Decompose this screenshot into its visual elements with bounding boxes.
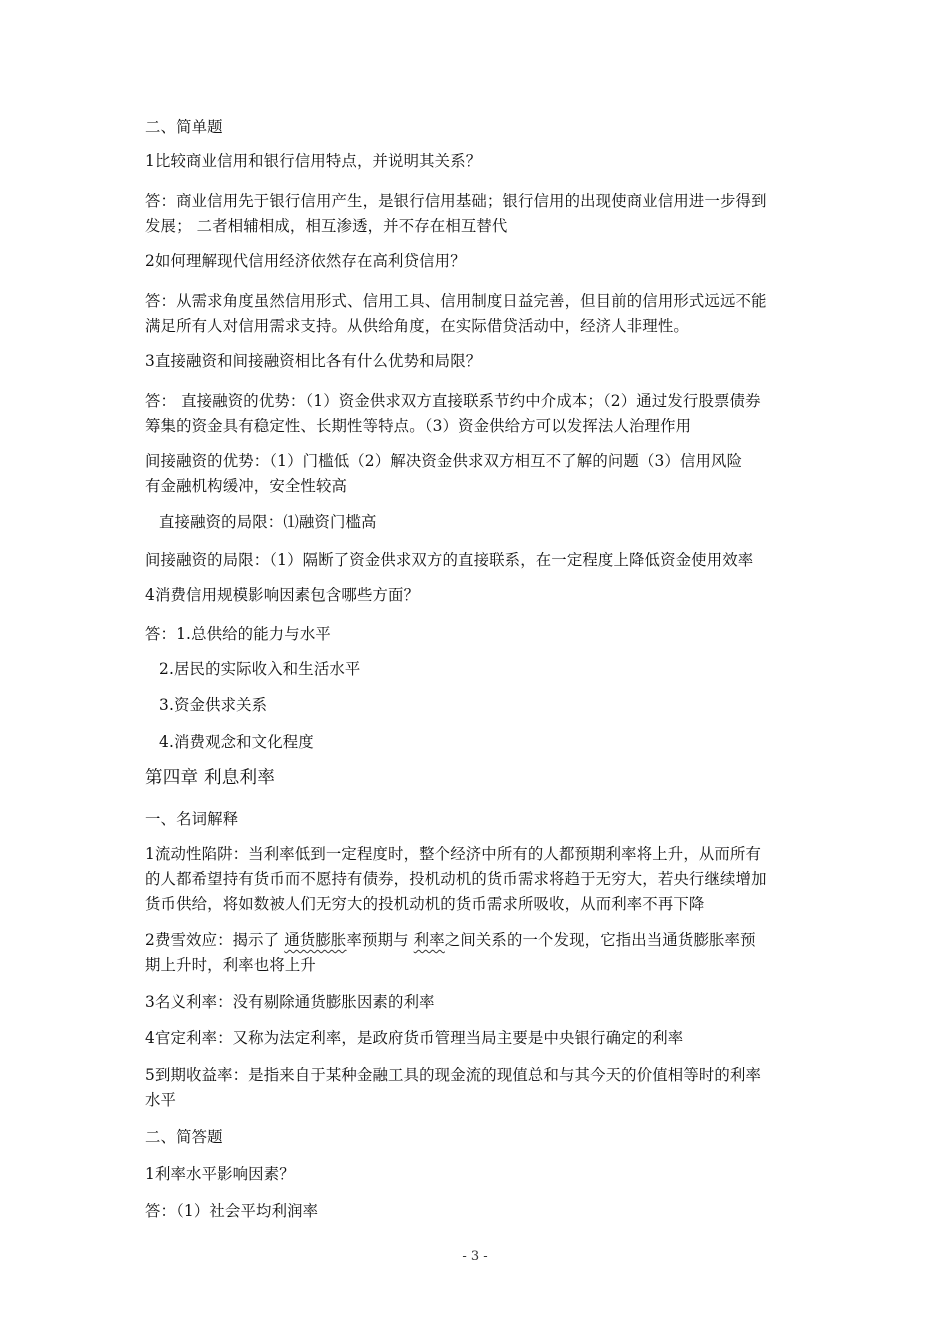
term-2-text-end: 之间关系的一个发现，它指出当通货膨胀率预 [444,931,756,949]
inflation-underlined: 通货膨胀 [284,931,347,949]
term-2-line-1 [145,929,756,951]
answer-2-line-1: 答：从需求角度虽然信用形式、信用工具、信用制度日益完善，但目前的信用形式远远不能 [145,292,767,310]
question-4: 4消费信用规模影响因素包含哪些方面？ [145,586,420,604]
answer-2-line-2: 满足所有人对信用需求支持。从供给角度，在实际借贷活动中，经济人非理性。 [145,317,689,335]
answer-4-line-2: 2.居民的实际收入和生活水平 [159,660,361,678]
section-heading-simple-questions: 二、简单题 [145,118,223,136]
question-3: 3直接融资和间接融资相比各有什么优势和局限？ [145,352,482,370]
section-heading-terms: 一、名词解释 [145,810,239,828]
term-2-text-middle: 率预期与 [346,931,414,949]
term-1-line-1: 1流动性陷阱：当利率低到一定程度时，整个经济中所有的人都预期利率将上升，从而所有 [145,845,762,863]
term-2-line-2: 期上升时，利率也将上升 [145,956,316,974]
term-2-text-start: 2费雪效应：揭示了 [145,931,285,949]
answer-1-line-1: 答：商业信用先于银行信用产生，是银行信用基础；银行信用的出现使商业信用进一步得到 [145,192,767,210]
term-4: 4官定利率：又称为法定利率，是政府货币管理当局主要是中央银行确定的利率 [145,1029,684,1047]
answer-3-line-5: 直接融资的局限：⑴融资门槛高 [159,513,377,531]
term-3: 3名义利率：没有剔除通货膨胀因素的利率 [145,993,435,1011]
term-1-line-2: 的人都希望持有货币而不愿持有债券，投机动机的货币需求将趋于无穷大，若央行继续增加 [145,870,767,888]
answer-1-line-2: 发展； 二者相辅相成，相互渗透，并不存在相互替代 [145,217,508,235]
question-2: 2如何理解现代信用经济依然存在高利贷信用？ [145,252,466,270]
chapter-4-heading: 第四章 利息利率 [145,768,275,788]
page-number: - 3 - [462,1249,488,1264]
answer-4-line-4: 4.消费观念和文化程度 [159,733,314,751]
answer-3-line-1: 答： 直接融资的优势：（1）资金供求双方直接联系节约中介成本；（2）通过发行股票债券 [145,392,761,410]
short-answer-1-line-1: 答：（1）社会平均利润率 [145,1202,319,1220]
answer-3-line-4: 有金融机构缓冲，安全性较高 [145,477,348,495]
interest-rate-underlined: 利率 [413,931,445,949]
question-1: 1比较商业信用和银行信用特点，并说明其关系？ [145,152,482,170]
answer-3-line-2: 筹集的资金具有稳定性、长期性等特点。（3）资金供给方可以发挥法人治理作用 [145,417,692,435]
answer-3-line-3: 间接融资的优势：（1）门槛低（2）解决资金供求双方相互不了解的问题（3）信用风险 [145,452,743,470]
answer-4-line-3: 3.资金供求关系 [159,696,268,714]
section-heading-short-answer: 二、简答题 [145,1128,223,1146]
answer-3-line-6: 间接融资的局限：（1）隔断了资金供求双方的直接联系，在一定程度上降低资金使用效率 [145,551,754,569]
answer-4-line-1: 答：1.总供给的能力与水平 [145,625,331,643]
term-5-line-2: 水平 [145,1091,177,1109]
short-question-1: 1利率水平影响因素？ [145,1165,295,1183]
term-1-line-3: 货币供给，将如数被人们无穷大的投机动机的货币需求所吸收，从而利率不再下降 [145,895,705,913]
term-5-line-1: 5到期收益率：是指来自于某种金融工具的现金流的现值总和与其今天的价值相等时的利率 [145,1066,762,1084]
